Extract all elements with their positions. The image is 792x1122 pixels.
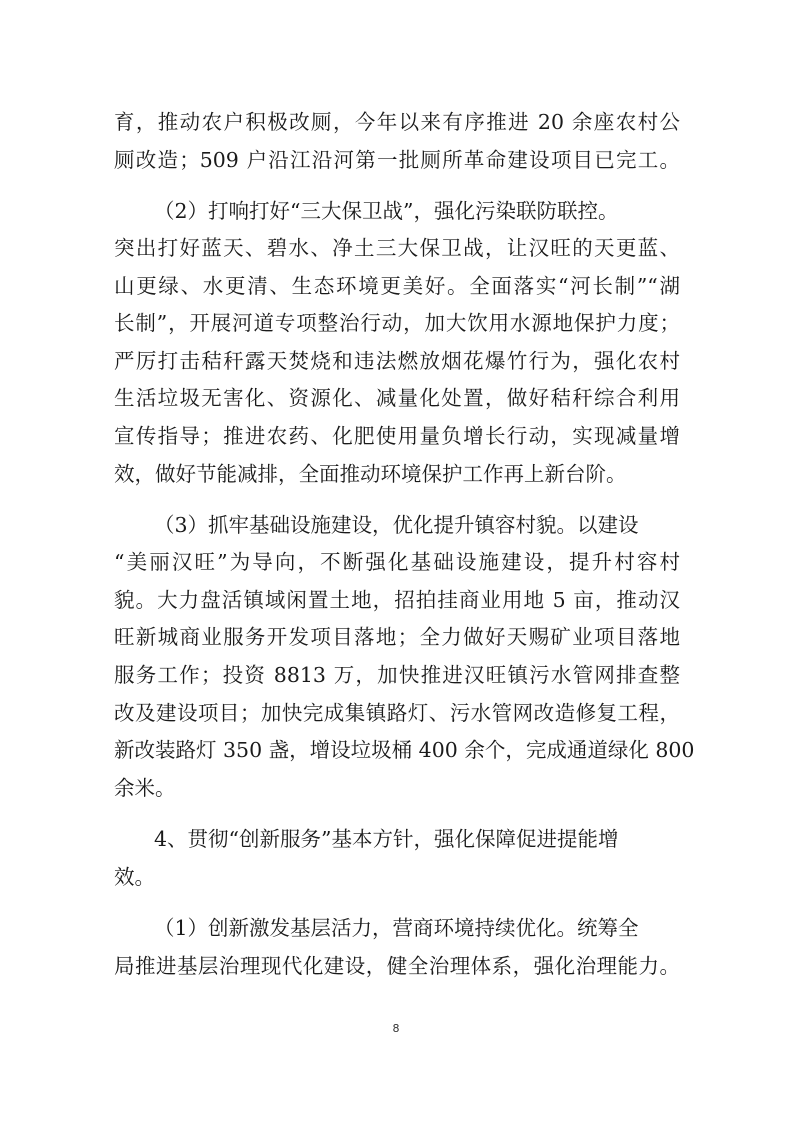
- text-line: 效。: [114, 865, 155, 889]
- text-line: 貌。大力盘活镇域闲置土地，招拍挂商业用地 5 亩，推动汉: [114, 588, 680, 612]
- text-line: 局推进基层治理现代化建设，健全治理体系，强化治理能力。: [114, 954, 680, 978]
- text-line: 严厉打击秸秆露天焚烧和违法燃放烟花爆竹行为，强化农村: [114, 349, 680, 373]
- text-line: 育，推动农户积极改厕，今年以来有序推进 20 余座农村公: [114, 110, 680, 134]
- section-heading-4: 4、贯彻“创新服务”基本方针，强化保障促进提能增: [154, 827, 619, 851]
- section-heading-1: （1）创新激发基层活力，营商环境持续优化。统筹全: [154, 916, 639, 940]
- page-number: 8: [392, 1022, 400, 1035]
- text-line: 新改装路灯 350 盏，增设垃圾桶 400 余个，完成通道绿化 800: [114, 738, 695, 762]
- text-line: 改及建设项目；加快完成集镇路灯、污水管网改造修复工程，: [114, 701, 680, 725]
- text-line: 生活垃圾无害化、资源化、减量化处置，做好秸秆综合利用: [114, 386, 680, 410]
- text-line: 效，做好节能减排，全面推动环境保护工作再上新台阶。: [114, 462, 627, 486]
- text-line: 厕改造；509 户沿江沿河第一批厕所革命建设项目已完工。: [114, 148, 680, 172]
- text-line: 宣传指导；推进农药、化肥使用量负增长行动，实现减量增: [114, 424, 680, 448]
- text-line: 余米。: [114, 776, 176, 800]
- text-line: 旺新城商业服务开发项目落地；全力做好天赐矿业项目落地: [114, 625, 680, 649]
- section-heading-2: （2）打响打好“三大保卫战”，强化污染联防联控。: [154, 199, 619, 223]
- text-line: 突出打好蓝天、碧水、净土三大保卫战，让汉旺的天更蓝、: [114, 236, 680, 260]
- text-line: “美丽汉旺”为导向，不断强化基础设施建设，提升村容村: [114, 550, 680, 574]
- text-line: 服务工作；投资 8813 万，加快推进汉旺镇污水管网排查整: [114, 663, 680, 687]
- section-heading-3: （3）抓牢基础设施建设，优化提升镇容村貌。以建设: [154, 513, 639, 537]
- text-line: 山更绿、水更清、生态环境更美好。全面落实“河长制”“湖: [114, 274, 680, 298]
- text-line: 长制”，开展河道专项整治行动，加大饮用水源地保护力度；: [114, 311, 680, 335]
